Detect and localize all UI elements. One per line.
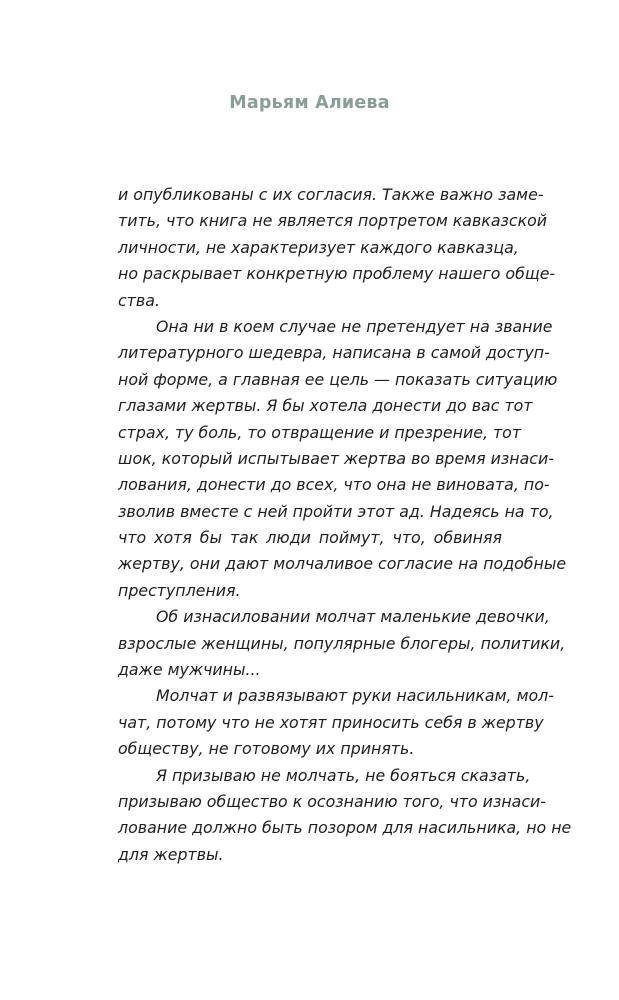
text-line: для жертвы.: [118, 844, 224, 864]
paragraph-first-line: Об изнасиловании молчат маленькие девочки,: [156, 607, 550, 627]
text-line: что хотя бы так люди поймут, что, обвиняя: [118, 528, 502, 548]
text-line: лования, донести до всех, что она не виновата, по-: [118, 475, 550, 495]
text-line: но раскрывает конкретную проблему нашего обще-: [118, 264, 556, 284]
paragraph-first-line: Она ни в коем случае не претендует на звание: [156, 316, 553, 336]
paragraph-first-line: Я призываю не молчать, не бояться сказать,: [156, 765, 531, 785]
text-line: даже мужчины...: [118, 660, 261, 680]
text-line: личности, не характеризует каждого кавказца,: [118, 237, 519, 257]
text-line: жертву, они дают молчаливое согласие на подобные: [118, 554, 567, 574]
text-line: зволив вместе с ней пройти этот ад. Надеясь на то,: [118, 501, 554, 521]
text-line: тить, что книга не является портретом кавказской: [118, 211, 548, 231]
text-line: обществу, не готовому их принять.: [118, 739, 415, 759]
text-line: призываю общество к осознанию того, что изнаси-: [118, 791, 547, 811]
text-line: глазами жертвы. Я бы хотела донести до вас тот: [118, 396, 533, 416]
text-line: ной форме, а главная ее цель — показать ситуацию: [118, 369, 558, 389]
text-line: чат, потому что не хотят приносить себя в жертву: [118, 712, 544, 732]
text-line: литературного шедевра, написана в самой доступ-: [118, 343, 550, 363]
text-line: и опубликованы с их согласия. Также важно заме-: [118, 185, 544, 204]
text-line: ства.: [118, 290, 160, 310]
text-line: преступления.: [118, 580, 241, 600]
paragraph-first-line: Молчат и развязывают руки насильникам, мол-: [156, 686, 554, 706]
text-line: шок, который испытывает жертва во время изнаси-: [118, 448, 554, 468]
text-line: страх, ту боль, то отвращение и презрение, тот: [118, 422, 522, 442]
text-line: лование должно быть позором для насильника, но не: [118, 818, 572, 838]
text-line: взрослые женщины, популярные блогеры, политики,: [118, 633, 566, 653]
body-text: [118, 182, 572, 868]
running-head-author: Марьям Алиева: [229, 93, 390, 113]
